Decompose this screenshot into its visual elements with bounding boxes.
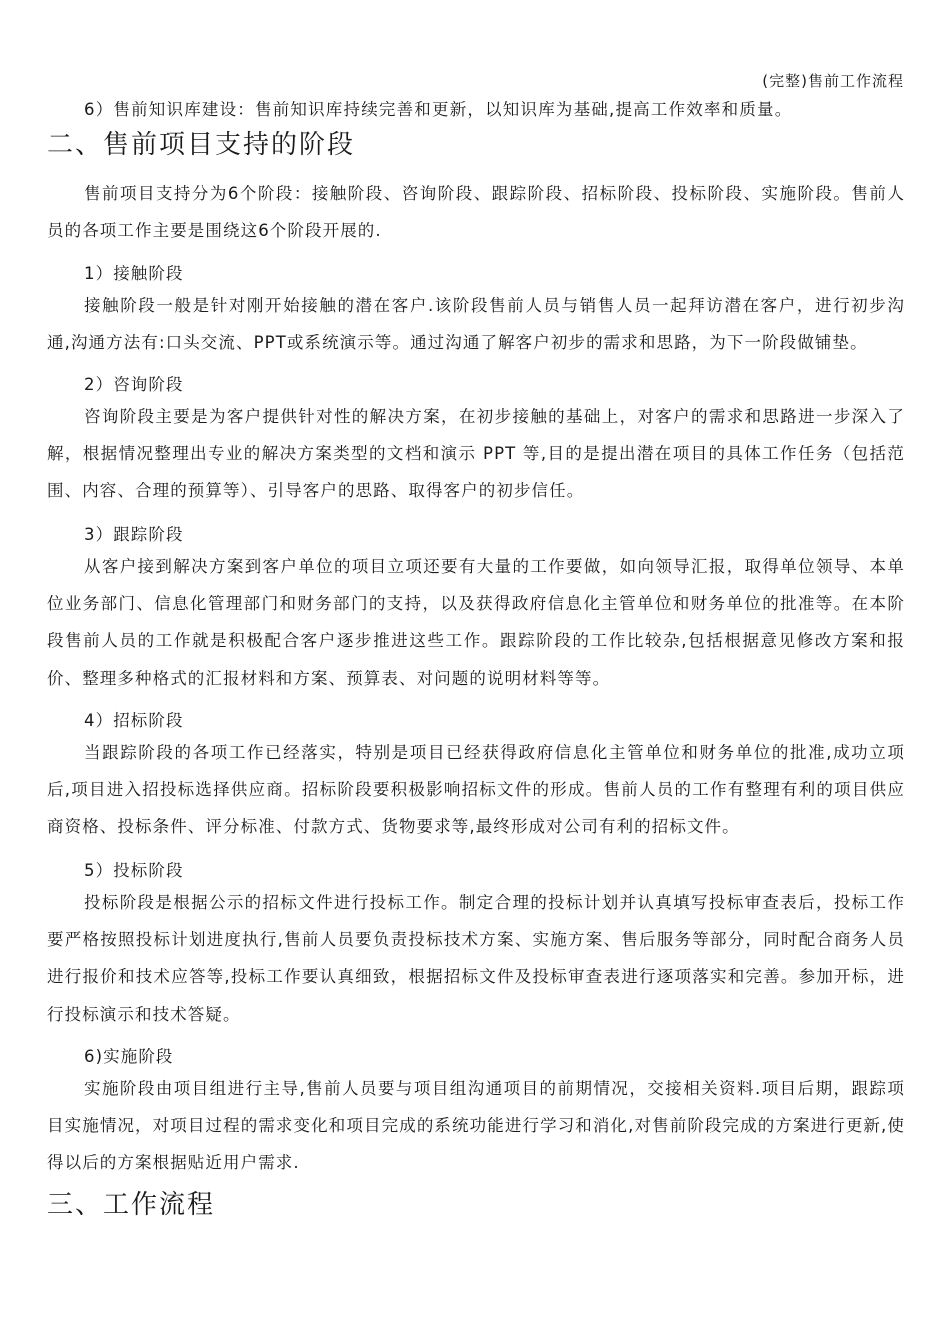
stage-title-tender: 4）招标阶段 [84, 711, 184, 730]
stages-overview-paragraph: 售前项目支持分为6个阶段：接触阶段、咨询阶段、跟踪阶段、招标阶段、投标阶段、实施阶段。售前人员的各项工作主要是围绕这6个阶段开展的. [47, 184, 905, 241]
stage-title-implementation: 6)实施阶段 [84, 1047, 174, 1066]
stage-text-bidding: 投标阶段是根据公示的招标文件进行投标工作。制定合理的投标计划并认真填写投标审查表后，投标工作要严格按照投标计划进度执行,售前人员要负责投标技术方案、实施方案、售后服务等部分，同时配合商务人员进行报价和技术应答等,投标工作要认真细致，根据招标文件及投标审查表进行逐项落实和完善。参加开标，进行投标演示和技术答疑。 [47, 893, 905, 1024]
stage-text-consulting: 咨询阶段主要是为客户提供针对性的解决方案，在初步接触的基础上，对客户的需求和思路进一步深入了解，根据情况整理出专业的解决方案类型的文档和演示 PPT 等,目的是提出潜在项目的具体工作任务（包括范围、内容、合理的预算等）、引导客户的思路、取得客户的初步信任。 [47, 407, 905, 501]
section-heading-workflow: 三、工作流程 [47, 1190, 216, 1220]
stage-text-tender: 当跟踪阶段的各项工作已经落实，特别是项目已经获得政府信息化主管单位和财务单位的批准,成功立项后,项目进入招投标选择供应商。招标阶段要积极影响招标文件的形成。售前人员的工作有整理有利的项目供应商资格、投标条件、评分标准、付款方式、货物要求等,最终形成对公司有利的招标文件。 [47, 743, 905, 837]
stage-text-implementation: 实施阶段由项目组进行主导,售前人员要与项目组沟通项目的前期情况，交接相关资料.项目后期，跟踪项目实施情况，对项目过程的需求变化和项目完成的系统功能进行学习和消化,对售前阶段完成的方案进行更新,使得以后的方案根据贴近用户需求. [47, 1079, 905, 1173]
stage-title-contact: 1）接触阶段 [84, 264, 184, 283]
stage-text-contact: 接触阶段一般是针对刚开始接触的潜在客户.该阶段售前人员与销售人员一起拜访潜在客户，进行初步沟通,沟通方法有:口头交流、PPT或系统演示等。通过沟通了解客户初步的需求和思路，为下一阶段做铺垫。 [47, 296, 905, 353]
knowledge-base-item: 6）售前知识库建设：售前知识库持续完善和更新，以知识库为基础,提高工作效率和质量。 [84, 100, 793, 119]
running-header: (完整)售前工作流程 [762, 72, 904, 90]
stage-title-bidding: 5）投标阶段 [84, 861, 184, 880]
stage-text-tracking: 从客户接到解决方案到客户单位的项目立项还要有大量的工作要做，如向领导汇报，取得单位领导、本单位业务部门、信息化管理部门和财务部门的支持，以及获得政府信息化主管单位和财务单位的批准等。在本阶段售前人员的工作就是积极配合客户逐步推进这些工作。跟踪阶段的工作比较杂,包括根据意见修改方案和报价、整理多种格式的汇报材料和方案、预算表、对问题的说明材料等等。 [47, 557, 905, 688]
stage-title-consulting: 2）咨询阶段 [84, 375, 184, 394]
section-heading-stages: 二、售前项目支持的阶段 [47, 130, 356, 160]
stage-title-tracking: 3）跟踪阶段 [84, 525, 184, 544]
